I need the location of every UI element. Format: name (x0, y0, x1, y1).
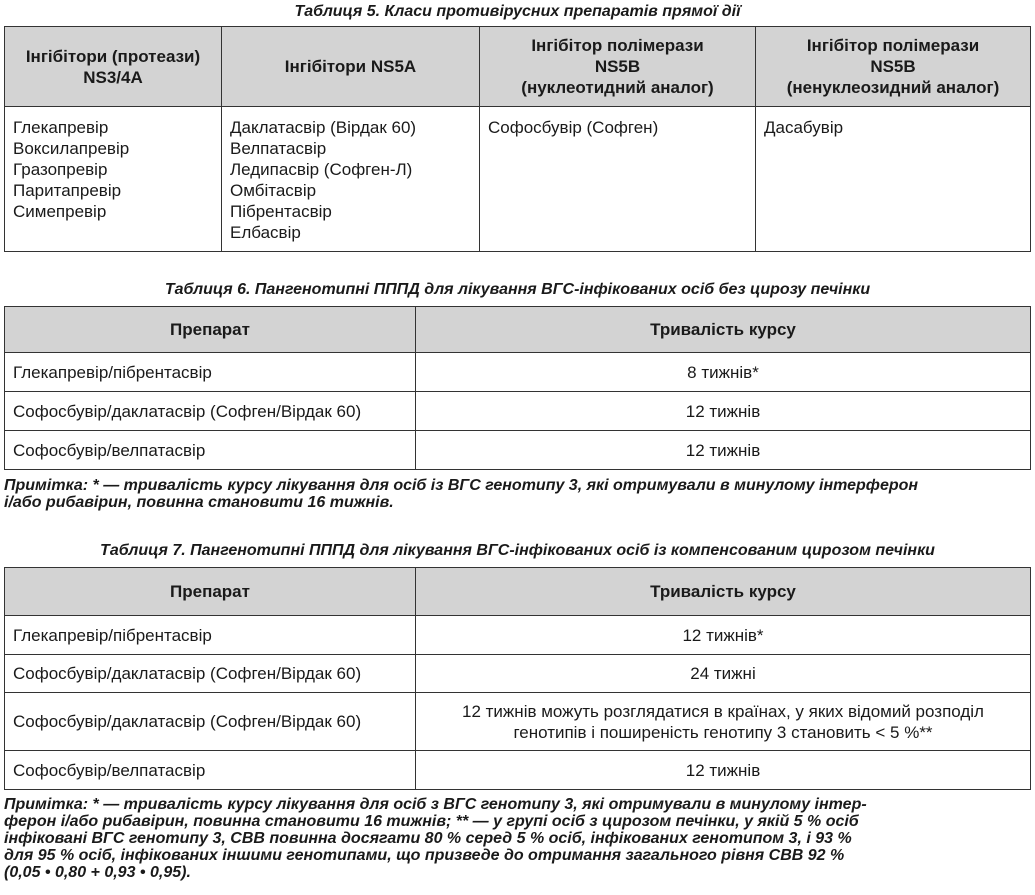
drug-cell: Софосбувір/велпатасвір (5, 431, 416, 470)
table5-header-ns5b-nuc: Інгібітор полімерази NS5B (нуклеотидний аналог) (480, 27, 756, 107)
table5-header-ns3: Інгібітори (протеази) NS3/4A (5, 27, 222, 107)
table6-header-drug: Препарат (5, 307, 416, 353)
table-row (5, 431, 1031, 470)
table6-caption: Таблиця 6. Пангенотипні ПППД для лікування ВГС-інфікованих осіб без цирозу печінки (164, 281, 871, 298)
table5-cell-ns5b-nuc: Софосбувір (Софген) (480, 107, 756, 252)
table-row (5, 616, 1031, 655)
duration-cell: 12 тижнів (416, 392, 1031, 431)
table7-header-drug: Препарат (5, 568, 416, 616)
drug-cell: Софосбувір/даклатасвір (Софген/Вірдак 60) (5, 392, 416, 431)
table5 (4, 26, 1031, 252)
table6-note: Примітка: * — тривалість курсу лікування для осіб із ВГС генотипу 3, які отримували в минулому інтерферон і/або рибавірин, повинна становити 16 тижнів. (4, 477, 919, 511)
table5-caption: Таблиця 5. Класи противірусних препаратів прямої дії (294, 3, 741, 20)
drug-cell: Глекапревір/пібрентасвір (5, 353, 416, 392)
table6-header-duration: Тривалість курсу (416, 307, 1031, 353)
drug-cell: Софосбувір/даклатасвір (Софген/Вірдак 60) (5, 655, 416, 693)
duration-cell: 12 тижнів (416, 431, 1031, 470)
table6 (4, 306, 1031, 470)
duration-cell: 12 тижнів можуть розглядатися в країнах, у яких відомий розподіл генотипів і поширеність генотипу 3 становить < 5 %** (416, 693, 1031, 751)
table7 (4, 567, 1031, 790)
duration-cell: 12 тижнів* (416, 616, 1031, 655)
table5-cell-ns5a: Даклатасвір (Вірдак 60) Велпатасвір Ледипасвір (Софген-Л) Омбітасвір Пібрентасвір Елбасвір (222, 107, 480, 252)
duration-cell: 12 тижнів (416, 751, 1031, 790)
table-row (5, 751, 1031, 790)
drug-cell: Глекапревір/пібрентасвір (5, 616, 416, 655)
table5-header-ns5b-nonnuc: Інгібітор полімерази NS5B (ненуклеозидний аналог) (756, 27, 1031, 107)
table5-cell-ns5b-nonnuc: Дасабувір (756, 107, 1031, 252)
table-row (5, 655, 1031, 693)
table7-header-duration: Тривалість курсу (416, 568, 1031, 616)
table5-header-ns5a: Інгібітори NS5A (222, 27, 480, 107)
table7-caption: Таблиця 7. Пангенотипні ПППД для лікування ВГС-інфікованих осіб із компенсованим цирозом печінки (100, 542, 935, 559)
drug-cell: Софосбувір/даклатасвір (Софген/Вірдак 60) (5, 693, 416, 751)
duration-cell: 24 тижні (416, 655, 1031, 693)
table-row (5, 353, 1031, 392)
duration-cell: 8 тижнів* (416, 353, 1031, 392)
table-row (5, 693, 1031, 751)
table7-note: Примітка: * — тривалість курсу лікування для осіб з ВГС генотипу 3, які отримували в минулому інтер- ферон і/або рибавірин, повинна становити 16 тижнів; ** — у групі осіб з цирозом печінки, у якій 5 % осіб інфіковані ВГС генотипу 3, СВВ повинна досягати 80 % серед 5 % осіб, інфікованих генотипом 3, і 93 % для 95 % осіб, інфікованих іншими генотипами, що призведе до отримання загального рівня СВВ 92 % (0,05 • 0,80 + 0,93 • 0,95). (4, 796, 867, 881)
drug-cell: Софосбувір/велпатасвір (5, 751, 416, 790)
table5-cell-ns3: Глекапревір Воксилапревір Гразопревір Паритапревір Симепревір (5, 107, 222, 252)
table-row (5, 392, 1031, 431)
